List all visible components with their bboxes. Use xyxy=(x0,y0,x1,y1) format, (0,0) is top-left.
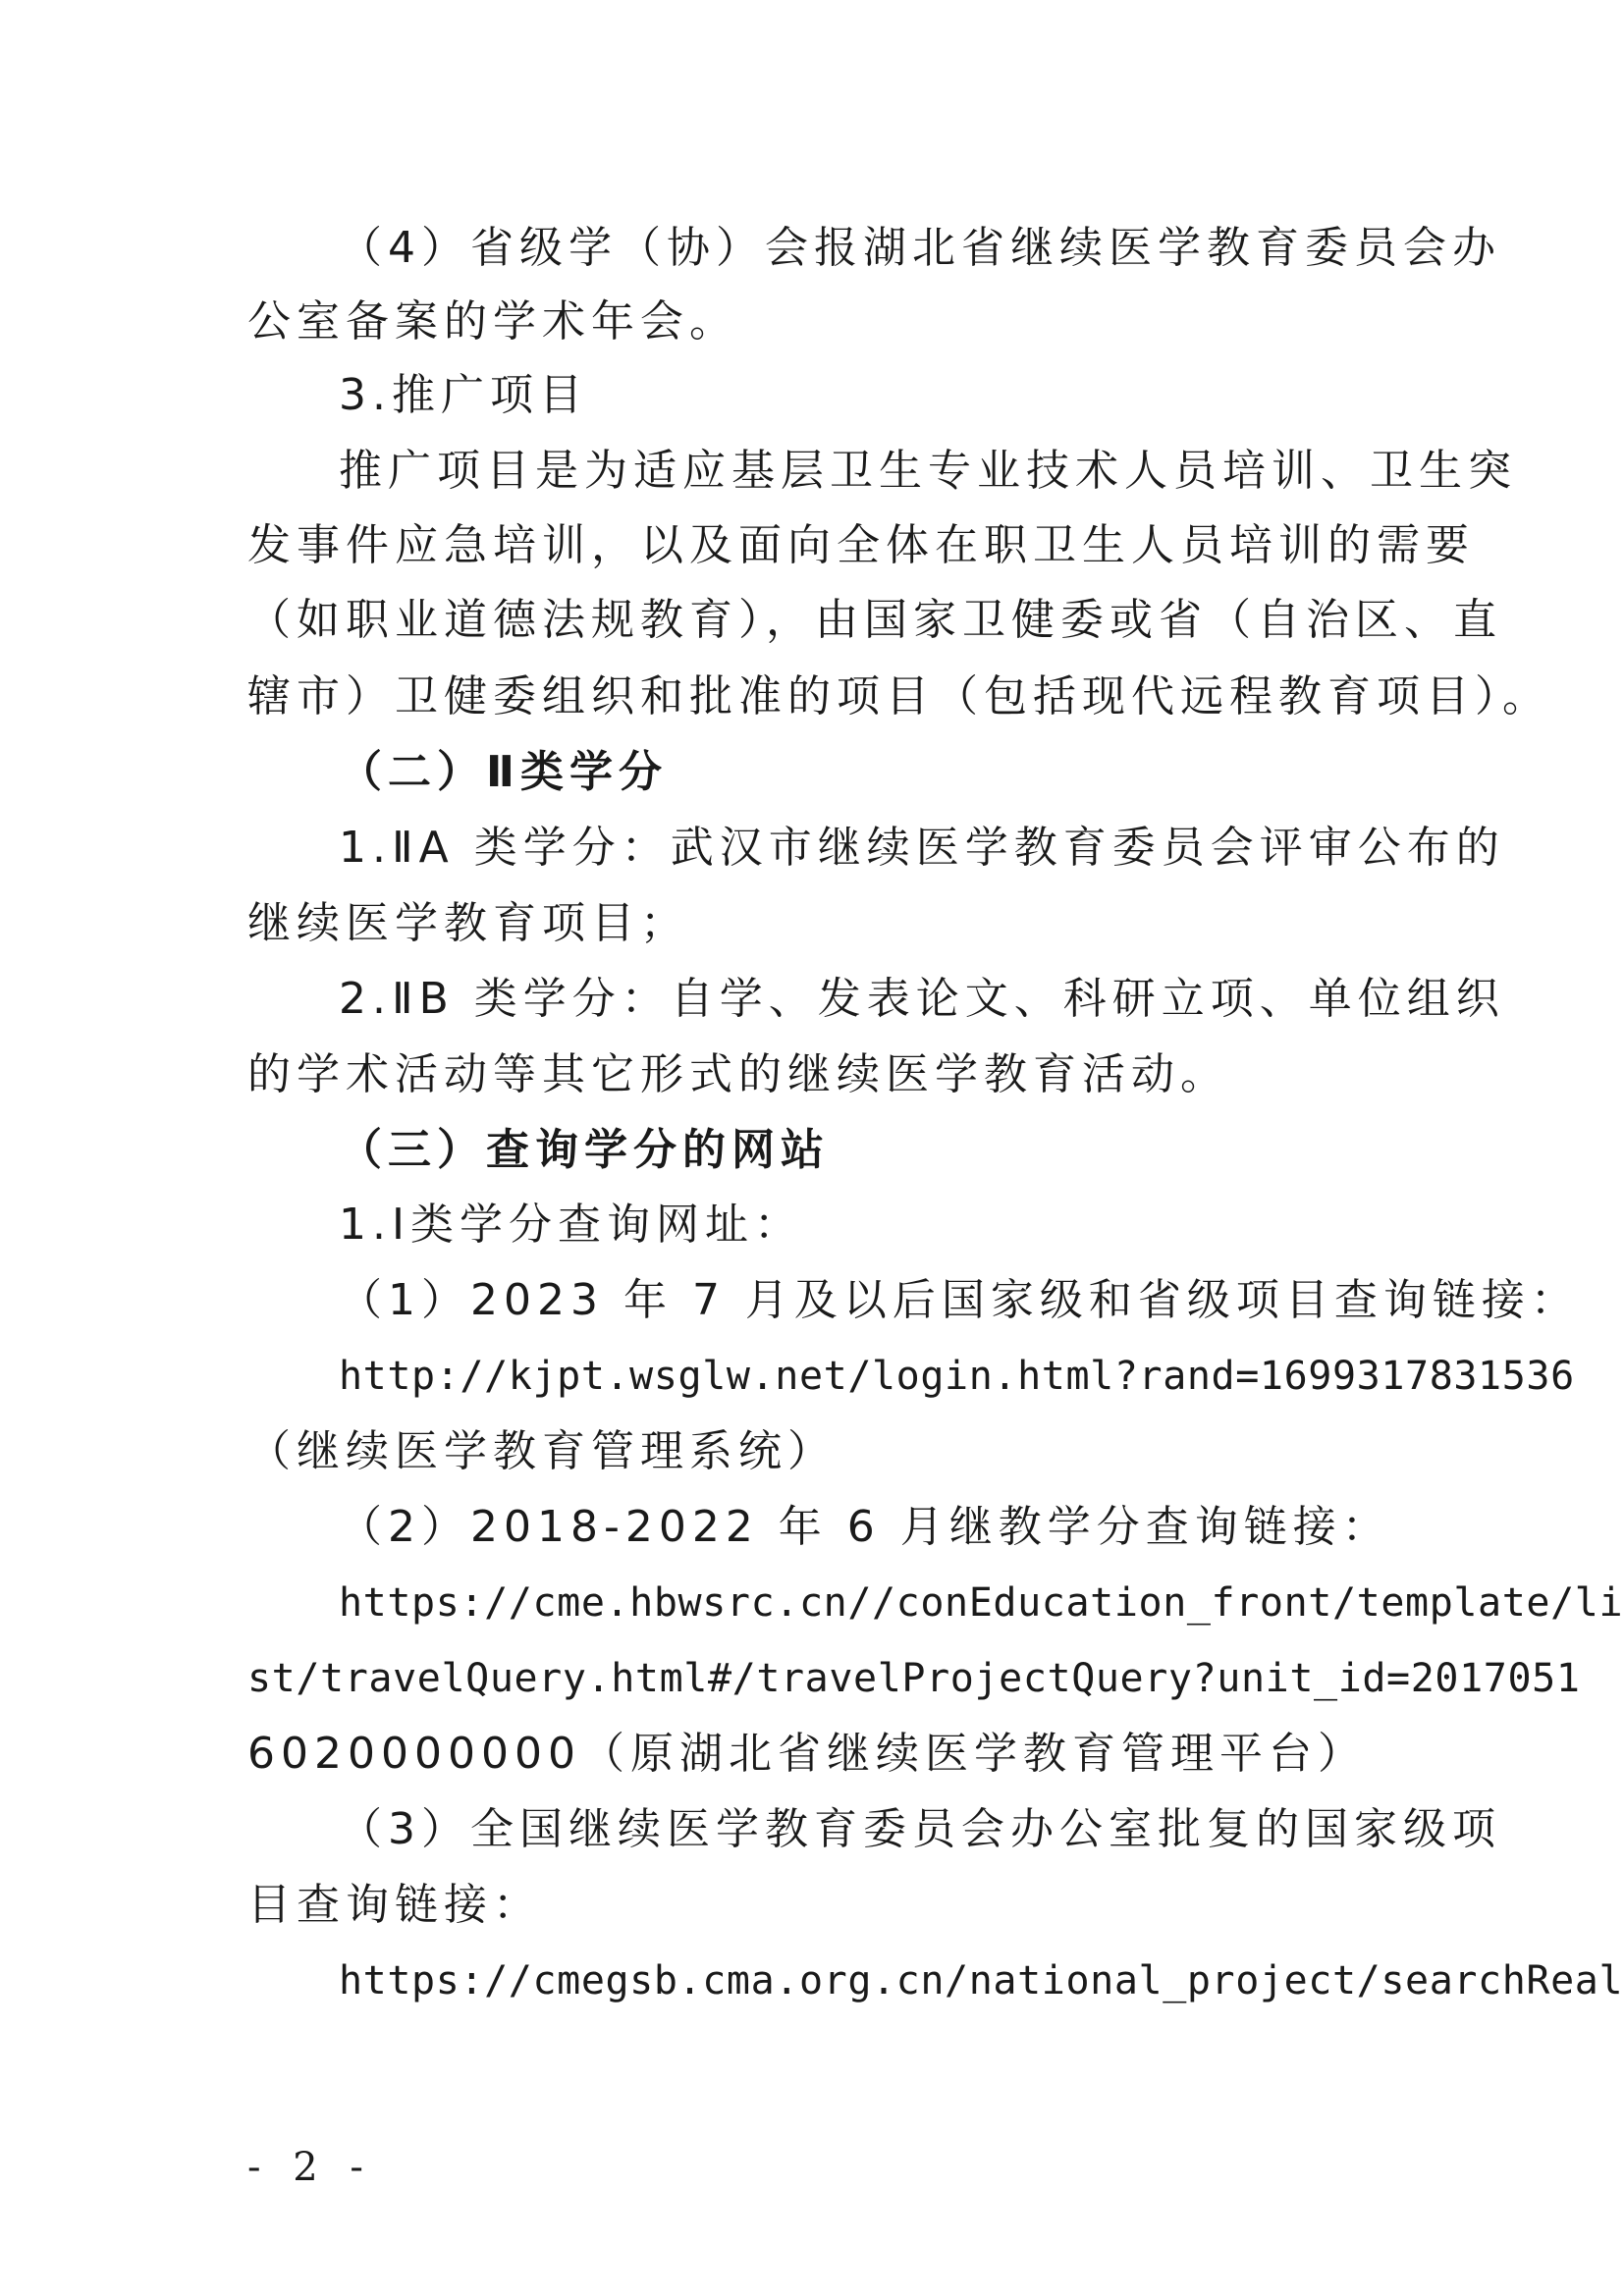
text-line: 2.ⅡB 类学分：自学、发表论文、科研立项、单位组织 xyxy=(339,974,1505,1024)
text-line: 辖市）卫健委组织和批准的项目（包括现代远程教育项目）。 xyxy=(247,671,1551,721)
section-heading: （三）查询学分的网站 xyxy=(339,1125,830,1175)
text-line: （如职业道德法规教育），由国家卫健委或省（自治区、直 xyxy=(247,595,1502,645)
text-line: 推广项目是为适应基层卫生专业技术人员培训、卫生突 xyxy=(339,446,1517,496)
text-line: （1）2023 年 7 月及以后国家级和省级项目查询链接： xyxy=(339,1275,1580,1325)
url-link[interactable]: https://cme.hbwsrc.cn//conEducation_front/template/li xyxy=(339,1580,1624,1626)
text-line: 公室备案的学术年会。 xyxy=(247,296,738,347)
text-line: （3）全国继续医学教育委员会办公室批复的国家级项 xyxy=(339,1804,1501,1854)
text-line: 的学术活动等其它形式的继续医学教育活动。 xyxy=(247,1049,1229,1099)
text-line: 1.Ⅰ类学分查询网址： xyxy=(339,1200,803,1250)
url-link[interactable]: https://cmegsb.cma.org.cn/national_project/searchReal xyxy=(339,1958,1624,2003)
page-number: - 2 - xyxy=(247,2145,373,2190)
url-link[interactable]: st/travelQuery.html#/travelProjectQuery?unit_id=2017051 xyxy=(247,1656,1581,1701)
section-heading: （二）Ⅱ类学分 xyxy=(339,747,668,797)
section-heading: 3.推广项目 xyxy=(339,370,588,420)
text-line: 继续医学教育项目； xyxy=(247,898,689,948)
text-line: 6020000000（原湖北省继续医学教育管理平台） xyxy=(247,1729,1367,1779)
text-line: （继续医学教育管理系统） xyxy=(247,1426,837,1476)
text-line: 1.ⅡA 类学分：武汉市继续医学教育委员会评审公布的 xyxy=(339,823,1505,873)
text-line: （4）省级学（协）会报湖北省继续医学教育委员会办 xyxy=(339,223,1501,273)
text-line: （2）2018-2022 年 6 月继教学分查询链接： xyxy=(339,1502,1391,1552)
url-link[interactable]: http://kjpt.wsglw.net/login.html?rand=1699317831536 xyxy=(339,1354,1575,1399)
text-line: 发事件应急培训，以及面向全体在职卫生人员培训的需要 xyxy=(247,520,1475,570)
text-line: 目查询链接： xyxy=(247,1880,542,1930)
